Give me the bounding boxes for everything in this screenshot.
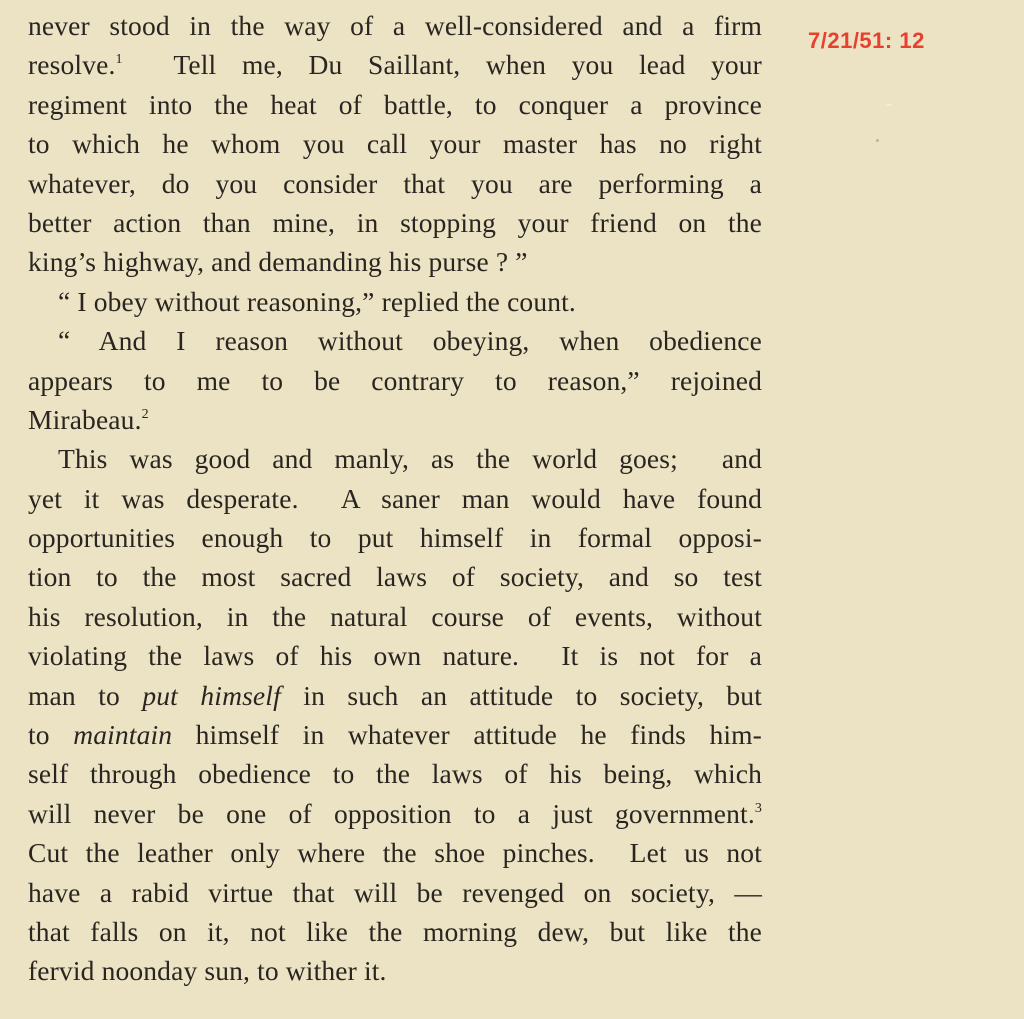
page-text <box>28 6 762 991</box>
text-segment: resolve. <box>28 49 116 81</box>
text-line <box>28 833 762 872</box>
paper-speck <box>876 139 879 142</box>
text-line <box>28 912 762 951</box>
text-line <box>28 321 762 360</box>
text-segment: yet it was desperate. A saner man would have found <box>28 482 762 514</box>
text-segment: Cut the leather only where the shoe pinches. Let us not <box>28 837 762 869</box>
footnote-marker: 3 <box>754 800 762 816</box>
text-line <box>28 203 762 242</box>
text-line <box>28 715 762 754</box>
paper-speck <box>886 104 892 106</box>
text-segment: to which he whom you call your master has no right <box>28 128 762 160</box>
text-line <box>28 676 762 715</box>
text-segment: better action than mine, in stopping your friend on the <box>28 206 762 238</box>
text-segment: king’s highway, and demanding his purse ? ” <box>28 246 528 278</box>
text-segment: have a rabid virtue that will be revenged on society, — <box>28 876 762 908</box>
text-segment: violating the laws of his own nature. It is not for a <box>28 640 762 672</box>
text-segment: his resolution, in the natural course of events, without <box>28 600 762 632</box>
text-line <box>28 164 762 203</box>
text-segment: fervid noonday sun, to wither it. <box>28 955 387 987</box>
text-segment: never stood in the way of a well-considered and a firm <box>28 10 762 41</box>
text-line <box>28 951 762 990</box>
text-line <box>28 794 762 833</box>
text-segment: self through obedience to the laws of his being, which <box>28 758 762 790</box>
text-segment: Mirabeau. <box>28 403 142 435</box>
text-segment: This was good and manly, as the world goes; and <box>58 443 762 475</box>
text-line <box>28 518 762 557</box>
text-segment: regiment into the heat of battle, to conquer a province <box>28 88 762 120</box>
text-segment: in such an attitude to society, but <box>280 679 762 711</box>
text-line <box>28 282 762 321</box>
footnote-marker: 1 <box>115 52 123 68</box>
text-segment: “ And I reason without obeying, when obedience <box>58 325 762 357</box>
text-line <box>28 597 762 636</box>
text-line <box>28 557 762 596</box>
text-line <box>28 124 762 163</box>
italic-emphasis: put himself <box>142 679 281 711</box>
text-line <box>28 873 762 912</box>
text-segment: “ I obey without reasoning,” replied the count. <box>58 285 576 317</box>
text-segment: tion to the most sacred laws of society, and so test <box>28 561 762 593</box>
text-segment: that falls on it, not like the morning dew, but like the <box>28 915 762 947</box>
text-line <box>28 6 762 45</box>
date-page-stamp: 7/21/51: 12 <box>808 28 925 53</box>
text-segment: man to <box>28 679 143 711</box>
text-segment: whatever, do you consider that you are performing a <box>28 167 762 199</box>
text-line <box>28 242 762 281</box>
text-line <box>28 400 762 439</box>
italic-emphasis: maintain <box>73 719 173 751</box>
text-line <box>28 45 762 84</box>
text-line <box>28 479 762 518</box>
footnote-marker: 2 <box>141 406 149 422</box>
text-line <box>28 361 762 400</box>
text-line <box>28 439 762 478</box>
text-segment: will never be one of opposition to a just government. <box>28 797 755 829</box>
text-segment: to <box>28 719 74 751</box>
text-line <box>28 754 762 793</box>
text-segment: Tell me, Du Saillant, when you lead your <box>122 49 762 81</box>
text-segment: opportunities enough to put himself in formal opposi- <box>28 522 762 554</box>
text-line <box>28 85 762 124</box>
text-segment: appears to me to be contrary to reason,” rejoined <box>28 364 762 396</box>
text-line <box>28 636 762 675</box>
text-segment: himself in whatever attitude he finds him- <box>172 719 762 751</box>
